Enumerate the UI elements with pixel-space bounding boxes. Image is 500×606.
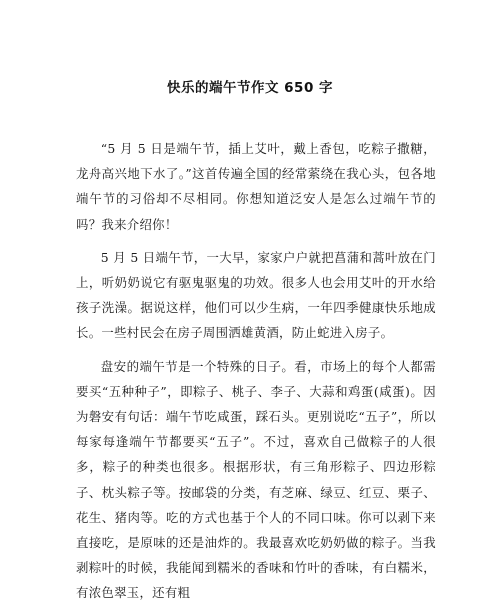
paragraph-3: 盘安的端午节是一个特殊的日子。看，市场上的每个人都需要买“五种种子”，即粽子、桃子、李子、大蒜和鸡蛋(咸蛋)。因为磐安有句话：端午节吃咸蛋，踩石头。更别说吃“五子”，所以每家每逢端午节都要买“五子”。不过，喜欢自己做粽子的人很多，粽子的种类也很多。根据形状，有三角形粽子、四边形粽子、枕头粽子等。按邮袋的分类，有芝麻、绿豆、红豆、栗子、花生、猪肉等。吃的方式也基于个人的不同口味。你可以剥下来直接吃，是原味的还是油炸的。我最喜欢吃奶奶做的粽子。当我剥粽叶的时候，我能闻到糯米的香味和竹叶的香味，有白糯米，有浓色翠玉，还有粗 — [76, 358, 436, 601]
document-title: 快乐的端午节作文 650 字 — [166, 80, 334, 96]
paragraph-1: “5 月 5 日是端午节，插上艾叶，戴上香包，吃粽子撒糖，龙舟高兴地下水了。”这首传遍全国的经常萦绕在我心头，包各地端午节的习俗却不尽相同。你想知道泛安人是怎么过端午节的吗？我来介绍你！ — [76, 141, 436, 232]
paragraph-2: 5 月 5 日端午节，一大早，家家户户就把菖蒲和蒿叶放在门上，听奶奶说它有驱鬼驱鬼的功效。很多人也会用艾叶的开水给孩子洗澡。据说这样，他们可以少生病，一年四季健康快乐地成长。一些村民会在房子周围洒雄黄酒，防止蛇进入房子。 — [76, 249, 436, 341]
document-body — [76, 136, 436, 606]
